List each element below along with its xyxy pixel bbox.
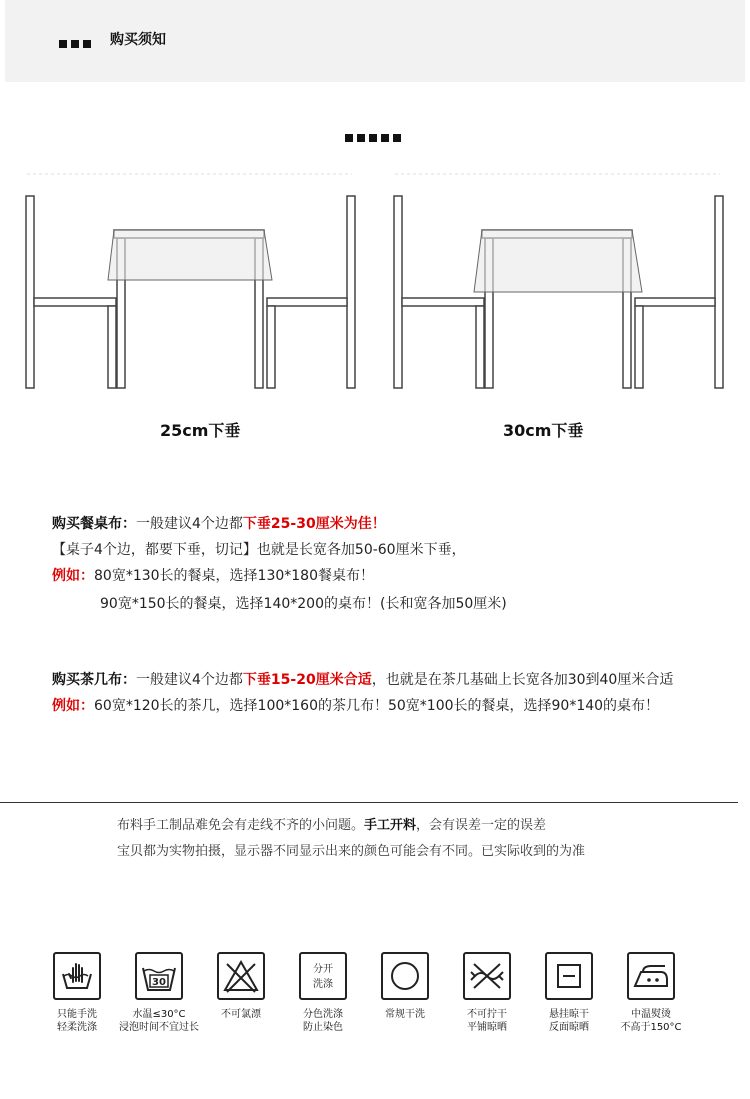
note-line-1 (117, 814, 546, 833)
note-text-b: ，会有误差一定的误差 (416, 818, 547, 833)
dining-highlight: 下垂25-30厘米为佳！ (242, 516, 386, 532)
dining-lead: 购买餐桌布： (52, 516, 136, 532)
coffee-text-1: 一般建议4个边都 (136, 672, 243, 688)
no-bleach-icon (219, 954, 263, 998)
svg-text:分开: 分开 (313, 964, 333, 975)
section-divider (0, 802, 738, 803)
note-text-a: 布料手工制品难免会有走线不齐的小问题。 (117, 818, 365, 833)
dining-example-1 (52, 563, 374, 589)
coffee-highlight: 下垂15-20厘米合适 (242, 672, 372, 688)
note-text-bold: 手工开料 (364, 818, 417, 833)
coffee-example-label: 例如： (52, 698, 94, 714)
dining-example-label: 例如： (52, 568, 94, 584)
no-wring-icon (465, 954, 509, 998)
header-marks-icon (59, 33, 95, 52)
dining-line-1 (52, 511, 386, 537)
page-title: 购买须知 (110, 32, 166, 48)
care-no-wring: 不可拧干 平铺晾晒 (443, 952, 531, 1034)
svg-text:30: 30 (152, 977, 166, 988)
diagram-caption-25cm: 25cm下垂 (160, 421, 241, 440)
svg-text:洗涤: 洗涤 (313, 979, 333, 990)
hang-dry-icon (547, 954, 591, 998)
care-separate-wash: 分开 洗涤 分色洗涤 防止染色 (279, 952, 367, 1034)
care-wash-30: 30 水温≤30°C 浸泡时间不宜过长 (115, 952, 203, 1034)
dining-example-2: 90宽*150长的餐桌，选择140*200的桌布！(长和宽各加50厘米) (100, 596, 507, 612)
tablecloth-30cm-diagram (390, 168, 730, 393)
dining-example-text-1: 80宽*130长的餐桌，选择130*180餐桌布！ (94, 568, 374, 584)
care-hand-wash: 只能手洗 轻柔洗涤 (33, 952, 121, 1034)
hand-wash-icon (55, 954, 99, 998)
coffee-line-1 (52, 667, 673, 693)
coffee-example (52, 693, 659, 719)
coffee-text-2: ，也就是在茶几基础上长宽各加30到40厘米合适 (371, 672, 674, 688)
care-no-bleach: 不可氯漂 (197, 952, 285, 1021)
notice-header (5, 0, 745, 82)
care-iron-medium: 中温熨烫 不高于150°C (607, 952, 695, 1034)
section-marks-icon (345, 127, 405, 146)
separate-wash-icon (301, 954, 345, 998)
dining-line-2: 【桌子4个边，都要下垂，切记】也就是长宽各加50-60厘米下垂， (52, 542, 466, 558)
iron-medium-icon (629, 954, 673, 998)
coffee-example-text: 60宽*120长的茶几，选择100*160的茶几布！50宽*100长的餐桌，选择90*140的桌布！ (94, 698, 660, 714)
note-line-2: 宝贝都为实物拍摄，显示器不同显示出来的颜色可能会有不同。已实际收到的为准 (117, 844, 586, 859)
wash-30-icon (137, 954, 181, 998)
dry-clean-icon (383, 954, 427, 998)
care-dry-clean: 常规干洗 (361, 952, 449, 1021)
dining-text: 一般建议4个边都 (136, 516, 243, 532)
diagram-caption-30cm: 30cm下垂 (503, 421, 584, 440)
care-hang-dry: 悬挂晾干 反面晾晒 (525, 952, 613, 1034)
coffee-lead: 购买茶几布： (52, 672, 136, 688)
tablecloth-25cm-diagram (22, 168, 362, 393)
